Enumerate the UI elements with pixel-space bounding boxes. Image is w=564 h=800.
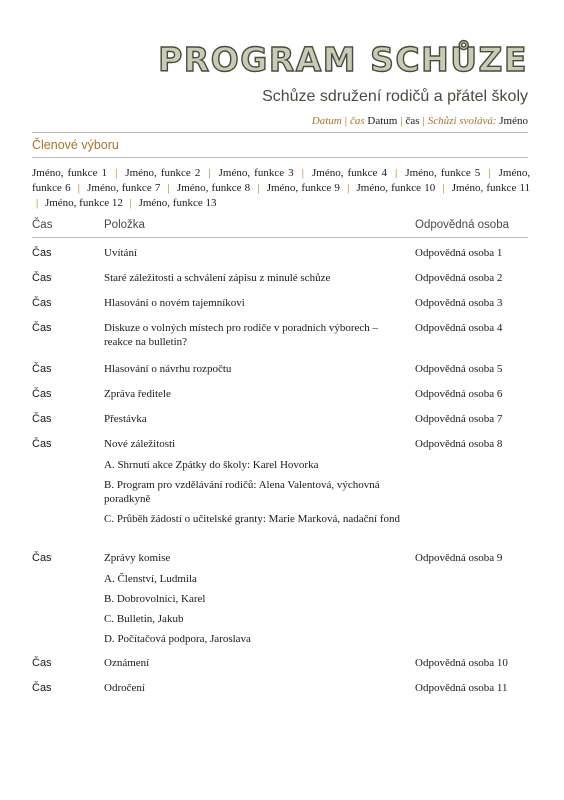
member-separator: |: [167, 182, 170, 194]
agenda-subitem: A. Shrnutí akce Zpátky do školy: Karel Hovorka: [104, 459, 319, 471]
member-separator: |: [488, 167, 491, 179]
member-separator: |: [347, 182, 350, 194]
agenda-responsible-person: Odpovědná osoba 6: [415, 388, 503, 400]
agenda-time: Čas: [32, 657, 52, 669]
agenda-item: Uvítání: [104, 247, 137, 259]
divider: [32, 237, 528, 238]
member-separator: |: [395, 167, 398, 179]
committee-member: Jméno, funkce 10: [356, 182, 436, 194]
agenda-responsible-person: Odpovědná osoba 11: [415, 682, 508, 694]
agenda-item: Zprávy komise: [104, 552, 171, 564]
agenda-item: Staré záležitosti a schválení zápisu z minulé schůze: [104, 272, 331, 284]
committee-member: Jméno, funkce 5: [405, 167, 481, 179]
agenda-item: Diskuze o volných místech pro rodiče v poradních výborech – reakce na bulletin?: [104, 322, 379, 348]
member-separator: |: [36, 197, 39, 209]
agenda-responsible-person: Odpovědná osoba 3: [415, 297, 503, 309]
committee-member: Jméno, funkce 9: [266, 182, 340, 194]
date-value: Datum: [367, 115, 398, 127]
meta-separator: |: [422, 115, 425, 127]
committee-member: Jméno, funkce 1: [32, 167, 107, 179]
agenda-responsible-person: Odpovědná osoba 1: [415, 247, 503, 259]
agenda-responsible-person: Odpovědná osoba 9: [415, 552, 503, 564]
agenda-responsible-person: Odpovědná osoba 8: [415, 438, 503, 450]
page-title: PROGRAM SCHŮZE: [158, 40, 528, 79]
column-header-person: Odpovědná osoba: [415, 219, 509, 231]
date-label: Datum: [311, 115, 342, 127]
agenda-item: Přestávka: [104, 413, 147, 425]
time-label: čas: [349, 115, 365, 127]
divider: [32, 157, 528, 158]
committee-member: Jméno, funkce 8: [176, 182, 251, 194]
called-by-label: Schůzi svolává:: [427, 115, 497, 127]
meta-separator: |: [400, 115, 403, 127]
agenda-subitem: B. Program pro vzdělávání rodičů: Alena Valentová, výchovná poradkyně: [104, 479, 380, 505]
agenda-item: Odročení: [104, 682, 145, 694]
agenda-item: Oznámení: [104, 657, 150, 669]
agenda-responsible-person: Odpovědná osoba 5: [415, 363, 503, 375]
agenda-subitem: C. Bulletin, Jakub: [104, 613, 184, 625]
time-value: čas: [405, 115, 420, 127]
agenda-subitem: A. Členství, Ludmila: [104, 573, 197, 585]
meta-separator: |: [344, 115, 347, 127]
agenda-time: Čas: [32, 388, 52, 400]
member-separator: |: [301, 167, 304, 179]
called-by-value: Jméno: [499, 115, 528, 127]
agenda-item: Hlasování o novém tajemníkovi: [104, 297, 245, 309]
divider: [32, 132, 528, 133]
agenda-time: Čas: [32, 682, 52, 694]
agenda-time: Čas: [32, 413, 52, 425]
committee-member: Jméno, funkce 13: [138, 197, 217, 209]
member-separator: |: [77, 182, 80, 194]
agenda-time: Čas: [32, 322, 52, 334]
committee-members: [32, 166, 530, 211]
committee-member: Jméno, funkce 2: [125, 167, 201, 179]
member-separator: |: [115, 167, 118, 179]
agenda-item: Hlasování o návrhu rozpočtu: [104, 363, 232, 375]
agenda-subitem: B. Dobrovolníci, Karel: [104, 593, 206, 605]
page-subtitle: Schůze sdružení rodičů a přátel školy: [262, 88, 528, 105]
committee-title: Členové výboru: [32, 138, 119, 152]
agenda-time: Čas: [32, 438, 52, 450]
column-header-item: Položka: [104, 219, 145, 231]
agenda-time: Čas: [32, 247, 52, 259]
member-separator: |: [257, 182, 260, 194]
committee-member: Jméno, funkce 6: [32, 167, 531, 194]
column-header-time: Čas: [32, 219, 53, 231]
committee-member: Jméno, funkce 12: [44, 197, 123, 209]
agenda-responsible-person: Odpovědná osoba 10: [415, 657, 508, 669]
member-separator: |: [208, 167, 211, 179]
agenda-time: Čas: [32, 363, 52, 375]
agenda-time: Čas: [32, 297, 52, 309]
committee-member: Jméno, funkce 4: [311, 167, 387, 179]
agenda-item: Zpráva ředitele: [104, 388, 171, 400]
agenda-responsible-person: Odpovědná osoba 4: [415, 322, 503, 334]
member-separator: |: [129, 197, 132, 209]
member-separator: |: [442, 182, 445, 194]
agenda-time: Čas: [32, 272, 52, 284]
committee-member: Jméno, funkce 3: [218, 167, 294, 179]
agenda-time: Čas: [32, 552, 52, 564]
agenda-subitem: D. Počítačová podpora, Jaroslava: [104, 633, 251, 645]
committee-member: Jméno, funkce 11: [451, 182, 531, 194]
agenda-subitem: C. Průběh žádostí o učitelské granty: Marie Marková, nadační fond: [104, 513, 401, 525]
agenda-responsible-person: Odpovědná osoba 7: [415, 413, 503, 425]
meeting-meta: [312, 114, 528, 128]
committee-member: Jméno, funkce 7: [87, 182, 161, 194]
agenda-responsible-person: Odpovědná osoba 2: [415, 272, 503, 284]
agenda-item: Nové záležitosti: [104, 438, 176, 450]
